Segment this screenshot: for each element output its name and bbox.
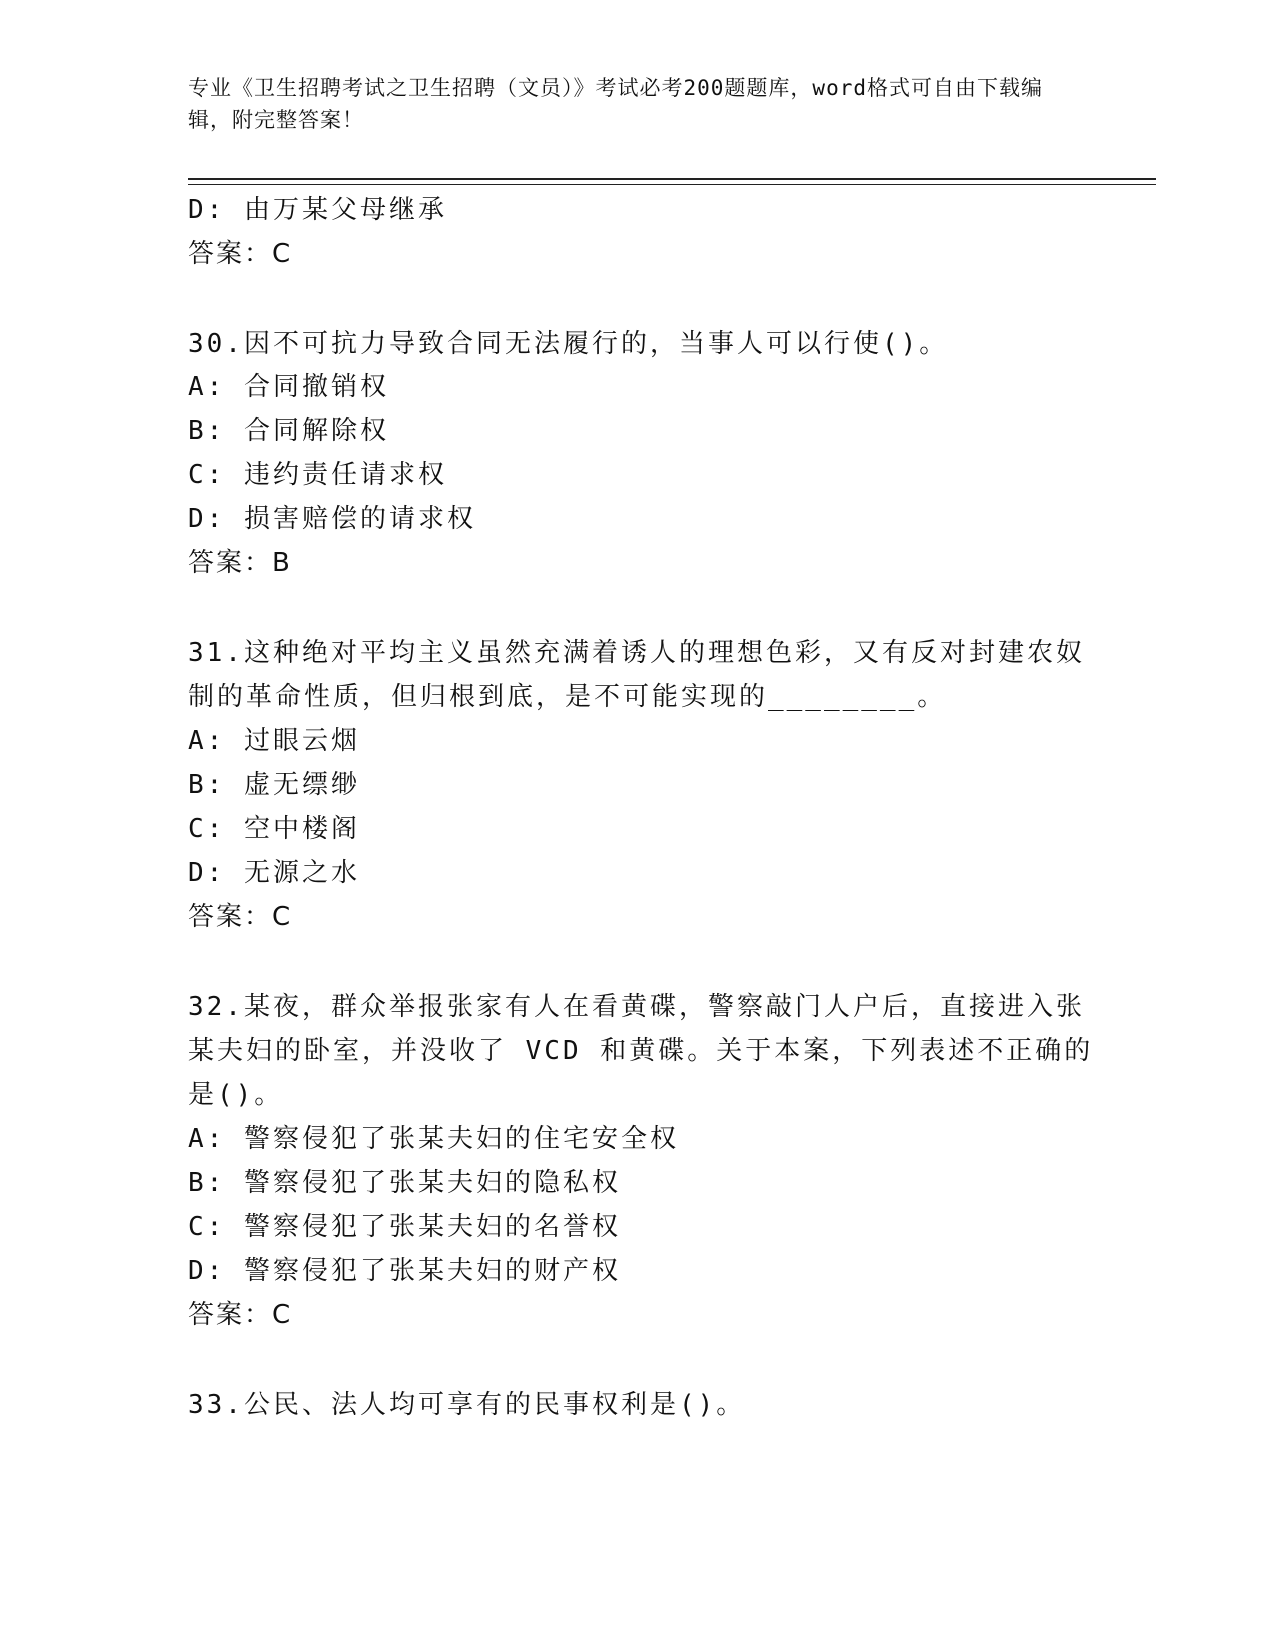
q32-option-c: C: 警察侵犯了张某夫妇的名誉权 — [188, 1212, 621, 1242]
q32-answer: 答案：C — [188, 1300, 293, 1330]
header-divider-thin — [188, 184, 1156, 185]
q31-option-a: A: 过眼云烟 — [188, 726, 360, 756]
q32-option-d: D: 警察侵犯了张某夫妇的财产权 — [188, 1256, 621, 1286]
q32-option-b: B: 警察侵犯了张某夫妇的隐私权 — [188, 1168, 621, 1198]
q30-stem: 30.因不可抗力导致合同无法履行的，当事人可以行使()。 — [188, 329, 949, 359]
q31-answer: 答案：C — [188, 902, 293, 932]
q32-stem-line1: 32.某夜，群众举报张家有人在看黄碟，警察敲门人户后，直接进入张 — [188, 992, 1085, 1022]
prev-option-d: D: 由万某父母继承 — [188, 195, 447, 225]
q30-answer: 答案：B — [188, 548, 292, 578]
q32-stem-line2: 某夫妇的卧室，并没收了 VCD 和黄碟。关于本案，下列表述不正确的 — [188, 1036, 1094, 1066]
q31-option-c: C: 空中楼阁 — [188, 814, 360, 844]
q30-option-d: D: 损害赔偿的请求权 — [188, 504, 476, 534]
q31-stem-line2: 制的革命性质，但归根到底，是不可能实现的________。 — [188, 682, 947, 712]
q32-option-a: A: 警察侵犯了张某夫妇的住宅安全权 — [188, 1124, 679, 1154]
q33-stem: 33.公民、法人均可享有的民事权利是()。 — [188, 1390, 746, 1420]
q30-option-a: A: 合同撤销权 — [188, 372, 389, 402]
document-header: 专业《卫生招聘考试之卫生招聘（文员）》考试必考200题题库，word格式可自由下载编辑，附完整答案！ — [188, 76, 1043, 132]
q30-option-b: B: 合同解除权 — [188, 416, 389, 446]
q31-option-b: B: 虚无缥缈 — [188, 770, 360, 800]
q30-option-c: C: 违约责任请求权 — [188, 460, 447, 490]
q31-option-d: D: 无源之水 — [188, 858, 360, 888]
prev-answer: 答案：C — [188, 239, 293, 269]
q31-stem-line1: 31.这种绝对平均主义虽然充满着诱人的理想色彩，又有反对封建农奴 — [188, 638, 1085, 668]
q32-stem-line3: 是()。 — [188, 1080, 284, 1110]
header-divider — [188, 178, 1156, 180]
